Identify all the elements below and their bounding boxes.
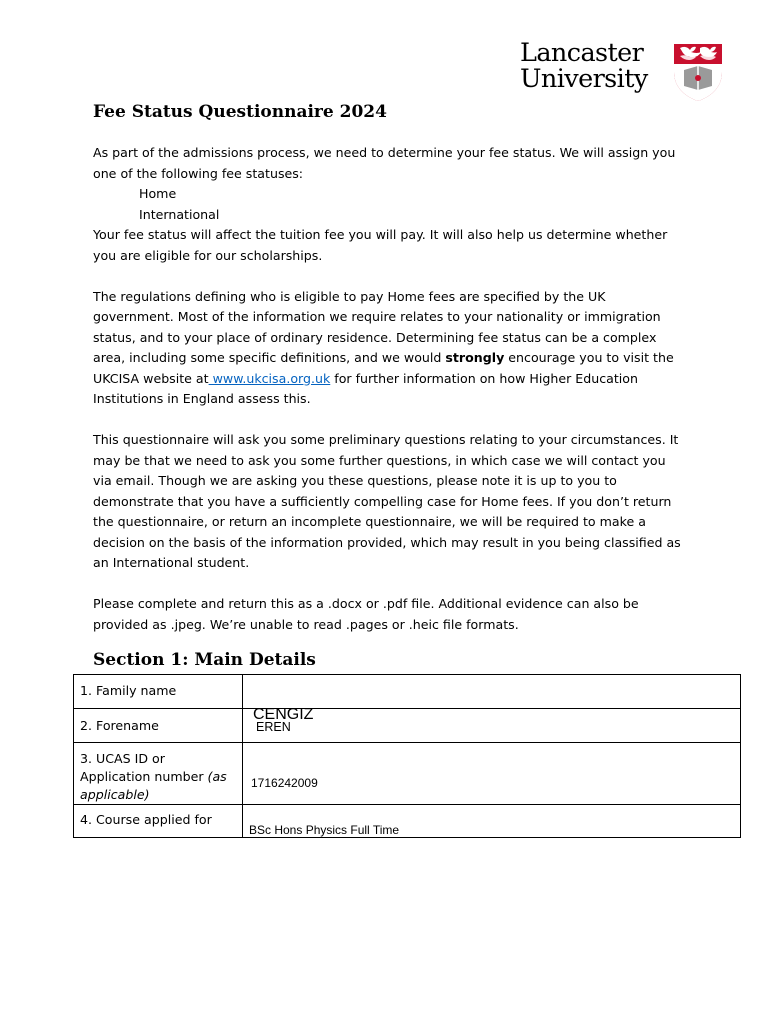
fee-status-international: International — [139, 206, 220, 222]
family-name-value: CENGIZ — [253, 706, 314, 723]
regulations-paragraph — [93, 287, 683, 410]
course-value: BSc Hons Physics Full Time — [249, 823, 400, 837]
tuition-paragraph: Your fee status will affect the tuition fee you will pay. It will also help us determine whether you are eligible for our scholarships. — [93, 227, 668, 263]
regulations-text-3: for further information on how Higher Education Institutions in England assess this. — [93, 370, 638, 406]
row-label-cell — [74, 805, 243, 838]
table-row — [74, 709, 741, 743]
course-label: 4. Course applied for — [80, 812, 212, 827]
university-logo — [520, 40, 725, 102]
forename-label: 2. Forename — [80, 718, 159, 733]
page-title: Fee Status Questionnaire 2024 — [93, 102, 387, 122]
family-name-field[interactable] — [243, 675, 741, 709]
table-row — [74, 805, 741, 838]
ucas-id-value: 1716242009 — [251, 776, 318, 790]
logo-line-1: Lancaster — [520, 38, 644, 68]
ucas-id-label-note: (as applicable) — [80, 769, 227, 802]
ucas-id-field[interactable] — [243, 743, 741, 805]
ucas-id-label — [74, 743, 242, 804]
logo-wordmark — [520, 40, 648, 92]
section-heading: Section 1: Main Details — [93, 650, 316, 670]
file-format-paragraph: Please complete and return this as a .docx or .pdf file. Additional evidence can also be provided as .jpeg. We’re unable to read .pages or .heic file formats. — [93, 596, 639, 632]
intro-paragraph: As part of the admissions process, we need to determine your fee status. We will assign you one of the following fee statuses: — [93, 145, 676, 181]
forename-value: EREN — [256, 720, 291, 734]
regulations-text-2: encourage you to visit the UKCISA website at — [93, 350, 674, 386]
row-label-cell — [74, 675, 243, 709]
ucas-id-label-text: 3. UCAS ID or Application number — [80, 751, 204, 784]
logo-line-2: University — [520, 64, 648, 94]
regulations-text: The regulations defining who is eligible to pay Home fees are specified by the UK government. Most of the information we require relates to your nationality or immigration status, and to your place of ordinary residence. Determining fee status can be a complex area, including some specific definitions, and we would — [93, 288, 661, 365]
row-label-cell — [74, 709, 243, 743]
course-field[interactable] — [243, 805, 741, 838]
table-row — [74, 675, 741, 709]
ukcisa-link[interactable]: www.ukcisa.org.uk — [208, 370, 331, 386]
emphasis-strongly: strongly — [445, 350, 505, 365]
family-name-label: 1. Family name — [80, 683, 177, 698]
forename-field[interactable] — [243, 706, 741, 743]
intro-body — [93, 143, 683, 635]
row-label-cell — [74, 743, 243, 805]
table-row — [74, 743, 741, 805]
questionnaire-paragraph: This questionnaire will ask you some preliminary questions relating to your circumstances. It may be that we need to ask you some further questions, in which case we will contact you via email. Though we are asking you these questions, please note it is up to you to demonstrate that you have a sufficiently compelling case for Home fees. If you don’t return the questionnaire, or return an incomplete questionnaire, we will be required to make a decision on the basis of the information provided, which may result in you being classified as an International student. — [93, 432, 681, 570]
fee-status-home: Home — [139, 186, 177, 201]
shield-crest-icon — [672, 42, 724, 102]
main-details-table — [73, 674, 741, 838]
